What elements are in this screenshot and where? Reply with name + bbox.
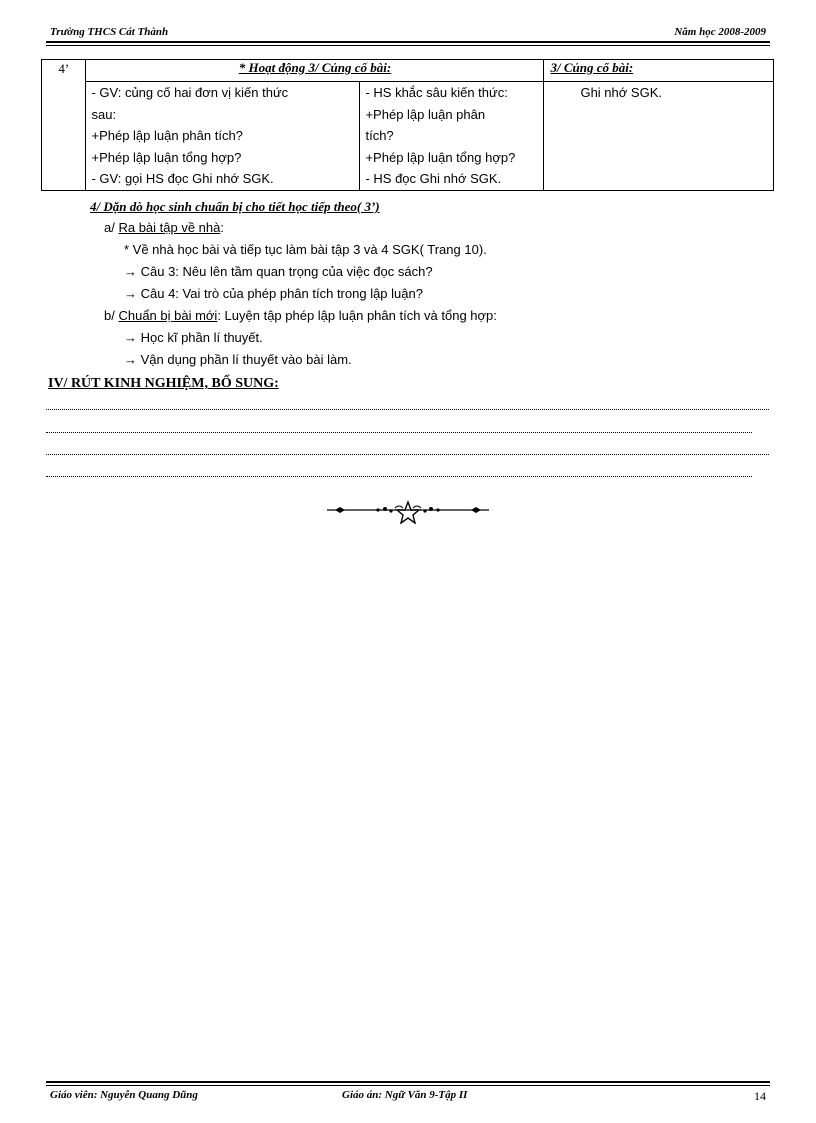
homework-a: a/ Ra bài tập về nhà: xyxy=(104,220,224,235)
teacher-line: - GV: gọi HS đọc Ghi nhớ SGK. xyxy=(91,171,274,186)
homework-b-item: → Học kĩ phần lí thuyết. xyxy=(124,330,263,345)
student-line: +Phép lập luận phân xyxy=(365,106,486,122)
lesson-table xyxy=(41,59,774,191)
student-line: +Phép lập luận tổng hợp? xyxy=(365,149,516,165)
teacher-line: +Phép lập luận phân tích? xyxy=(91,128,243,143)
homework-title: 4/ Dặn dò học sinh chuẩn bị cho tiết học tiếp theo( 3’) xyxy=(90,199,380,214)
homework-a-label: Ra bài tập về nhà xyxy=(118,220,221,235)
student-line: - HS khắc sâu kiến thức: xyxy=(365,85,508,100)
page-footer xyxy=(46,1087,770,1103)
activity-heading: * Hoạt động 3/ Củng cố bài: xyxy=(238,60,392,75)
dotted-line xyxy=(46,409,769,410)
teacher-cell xyxy=(86,82,360,191)
teacher-line: sau: xyxy=(91,106,117,122)
teacher-line: - GV: củng cố hai đơn vị kiến thức xyxy=(91,85,289,100)
content-heading-cell xyxy=(544,60,774,82)
content-text: Ghi nhớ SGK. xyxy=(580,85,662,100)
homework-b-label: Chuẩn bị bài mới xyxy=(118,308,218,323)
student-line: - HS đọc Ghi nhớ SGK. xyxy=(365,171,502,186)
dotted-line xyxy=(46,476,752,477)
footer-rule xyxy=(46,1081,770,1083)
teacher-line: +Phép lập luận tổng hợp? xyxy=(91,149,242,165)
page-number: 14 xyxy=(754,1089,766,1103)
section-iv-title: IV/ RÚT KINH NGHIỆM, BỔ SUNG: xyxy=(48,376,279,391)
dotted-line xyxy=(46,454,769,455)
school-name: Trường THCS Cát Thành xyxy=(50,26,169,38)
page-header xyxy=(46,24,770,40)
ornament-divider xyxy=(325,500,491,524)
book-title: Giáo án: Ngữ Văn 9-Tập II xyxy=(342,1089,468,1101)
homework-question-4: → Câu 4: Vai trò của phép phân tích trong lập luận? xyxy=(124,286,423,301)
header-rule xyxy=(46,41,770,43)
homework-b-item: → Vận dụng phần lí thuyết vào bài làm. xyxy=(124,352,352,367)
activity-heading-cell xyxy=(86,60,544,82)
table-row xyxy=(42,82,774,191)
content-heading: 3/ Củng cố bài: xyxy=(550,60,634,75)
homework-a-item: * Về nhà học bài và tiếp tục làm bài tập 3 và 4 SGK( Trang 10). xyxy=(124,242,487,257)
student-cell xyxy=(360,82,544,191)
header-rule-thin xyxy=(46,45,770,46)
teacher-name: Giáo viên: Nguyễn Quang Dũng xyxy=(50,1089,198,1101)
dotted-line xyxy=(46,432,752,433)
student-line: tích? xyxy=(365,128,394,143)
homework-question-3: → Câu 3: Nêu lên tầm quan trọng của việc đọc sách? xyxy=(124,264,433,279)
footer-rule-thin xyxy=(46,1085,770,1086)
table-row xyxy=(42,60,774,82)
content-cell xyxy=(544,82,774,191)
homework-b: b/ Chuẩn bị bài mới: Luyện tập phép lập luận phân tích và tổng hợp: xyxy=(104,308,497,323)
school-year: Năm học 2008-2009 xyxy=(674,26,766,38)
time-cell: 4’ xyxy=(42,60,86,191)
